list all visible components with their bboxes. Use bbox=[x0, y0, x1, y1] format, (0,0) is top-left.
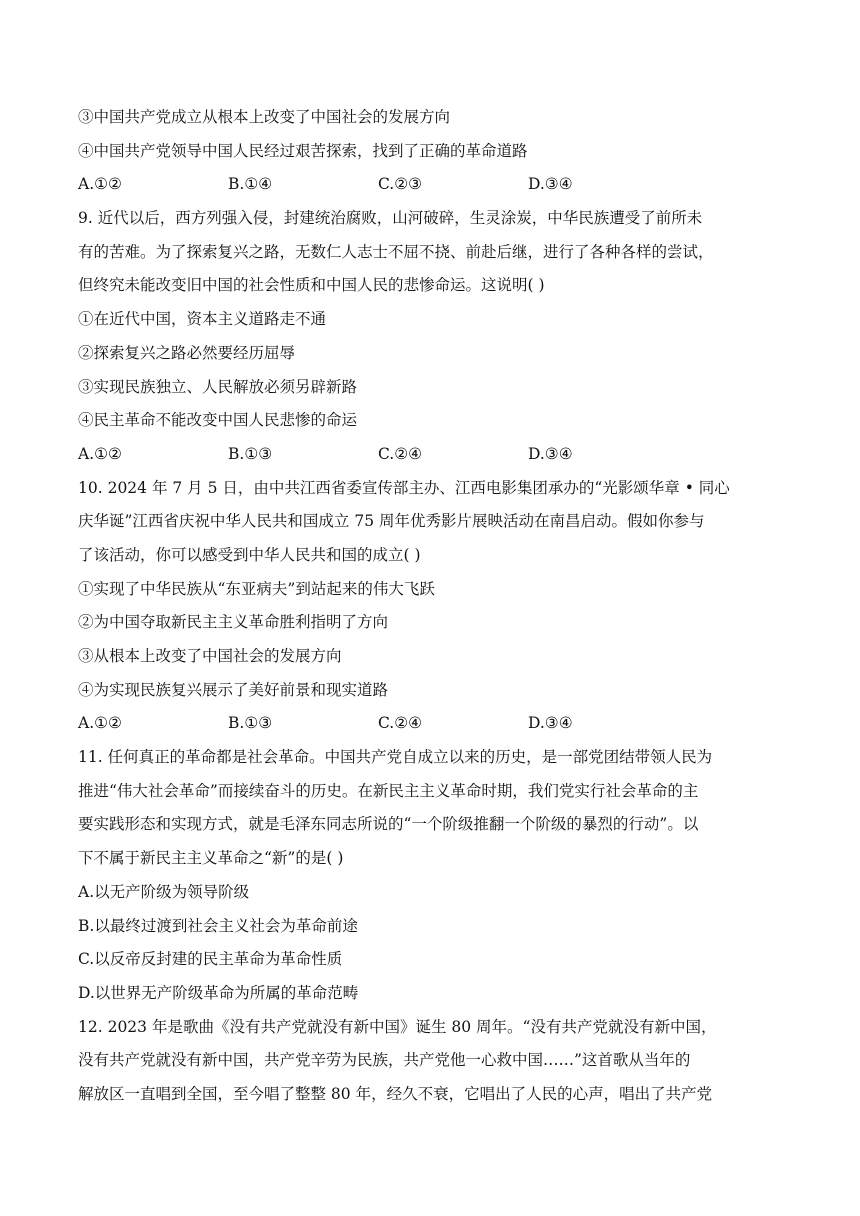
question-9 bbox=[78, 202, 788, 472]
q9-option-a: A.①② bbox=[78, 444, 122, 463]
q10-option-c: C.②④ bbox=[378, 714, 423, 733]
q9-item-1: ①在近代中国，资本主义道路走不通 bbox=[78, 310, 327, 329]
q9-item-4: ④民主革命不能改变中国人民悲惨的命运 bbox=[78, 411, 358, 430]
q10-option-a: A.①② bbox=[78, 714, 122, 733]
q11-stem-line: 下不属于新民主主义革命之“新”的是( ) bbox=[78, 849, 344, 868]
question-8-tail bbox=[78, 101, 788, 202]
q12-stem-line: 解放区一直唱到全国，至今唱了整整 80 年，经久不衰，它唱出了人民的心声，唱出了共产党 bbox=[78, 1084, 713, 1103]
q8-option-a: A.①② bbox=[78, 175, 122, 194]
q8-item-3: ③中国共产党成立从根本上改变了中国社会的发展方向 bbox=[78, 108, 451, 126]
question-11 bbox=[78, 741, 788, 1011]
q8-options bbox=[78, 168, 788, 202]
q9-stem-line: 但终究未能改变旧中国的社会性质和中国人民的悲惨命运。这说明( ) bbox=[78, 276, 545, 295]
q10-item-1: ①实现了中华民族从“东亚病夫”到站起来的伟大飞跃 bbox=[78, 579, 435, 598]
document-page bbox=[78, 101, 788, 1112]
q8-option-c: C.②③ bbox=[378, 175, 423, 194]
question-10 bbox=[78, 472, 788, 742]
q9-option-c: C.②④ bbox=[378, 444, 423, 463]
q10-item-4: ④为实现民族复兴展示了美好前景和现实道路 bbox=[78, 680, 389, 699]
q8-option-d: D.③④ bbox=[528, 175, 573, 194]
q8-option-b: B.①④ bbox=[228, 175, 273, 194]
q9-option-d: D.③④ bbox=[528, 444, 573, 463]
q11-option-c: C.以反帝反封建的民主革命为革命性质 bbox=[78, 950, 343, 969]
q10-option-d: D.③④ bbox=[528, 714, 573, 733]
q10-item-2: ②为中国夺取新民主主义革命胜利指明了方向 bbox=[78, 613, 389, 632]
q9-option-b: B.①③ bbox=[228, 444, 273, 463]
q11-option-b: B.以最终过渡到社会主义社会为革命前途 bbox=[78, 916, 358, 935]
q9-item-3: ③实现民族独立、人民解放必须另辟新路 bbox=[78, 377, 358, 396]
q11-stem-line: 要实践形态和实现方式，就是毛泽东同志所说的“一个阶级推翻一个阶级的暴烈的行动”。以 bbox=[78, 815, 699, 834]
q12-stem-line: 没有共产党就没有新中国，共产党辛劳为民族，共产党他一心救中国……”这首歌从当年的 bbox=[78, 1051, 691, 1070]
q9-item-2: ②探索复兴之路必然要经历屈辱 bbox=[78, 343, 296, 362]
q10-stem-line: 了该活动，你可以感受到中华人民共和国的成立( ) bbox=[78, 545, 421, 564]
q11-stem-line: 11. 任何真正的革命都是社会革命。中国共产党自成立以来的历史，是一部党团结带领人民为 bbox=[78, 748, 713, 767]
q10-option-b: B.①③ bbox=[228, 714, 273, 733]
q10-options bbox=[78, 707, 788, 741]
question-12 bbox=[78, 1011, 788, 1112]
q9-options bbox=[78, 438, 788, 472]
q11-option-d: D.以世界无产阶级革命为所属的革命范畴 bbox=[78, 983, 359, 1002]
q9-stem-line: 有的苦难。为了探索复兴之路，无数仁人志士不屈不挠、前赴后继，进行了各种各样的尝试， bbox=[78, 242, 714, 261]
q12-stem-line: 12. 2023 年是歌曲《没有共产党就没有新中国》诞生 80 周年。“没有共产党就没有新中国， bbox=[78, 1017, 717, 1036]
q10-stem-line: 10. 2024 年 7 月 5 日，由中共江西省委宣传部主办、江西电影集团承办的“光影颂华章 • 同心 bbox=[78, 478, 730, 497]
q9-stem-line: 9. 近代以后，西方列强入侵，封建统治腐败，山河破碎，生灵涂炭，中华民族遭受了前所未 bbox=[78, 209, 703, 228]
q11-option-a: A.以无产阶级为领导阶级 bbox=[78, 882, 250, 901]
q11-stem-line: 推进“伟大社会革命”而接续奋斗的历史。在新民主主义革命时期，我们党实行社会革命的主 bbox=[78, 781, 699, 800]
q8-item-4: ④中国共产党领导中国人民经过艰苦探索，找到了正确的革命道路 bbox=[78, 141, 528, 160]
q10-stem-line: 庆华诞”江西省庆祝中华人民共和国成立 75 周年优秀影片展映活动在南昌启动。假如你参与 bbox=[78, 512, 705, 531]
q10-item-3: ③从根本上改变了中国社会的发展方向 bbox=[78, 647, 342, 665]
